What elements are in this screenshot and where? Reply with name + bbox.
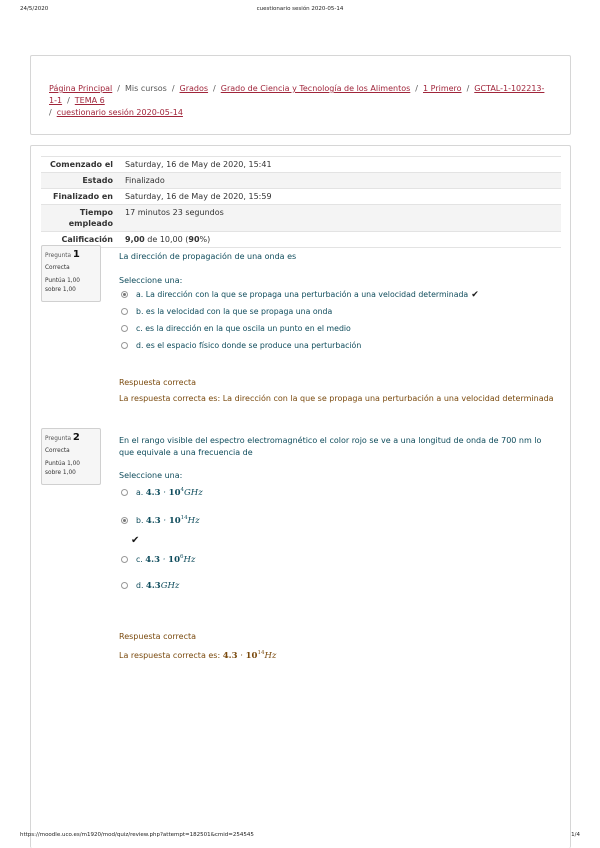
- summary-row-started: Comenzado el Saturday, 16 de May de 2020, 15:41: [41, 157, 561, 173]
- question-2-prompt: Seleccione una:: [119, 471, 183, 480]
- check-icon: ✔: [471, 290, 479, 300]
- print-header: [20, 6, 580, 16]
- question-1-text: La dirección de propagación de una onda es: [119, 252, 297, 261]
- radio-checked-icon[interactable]: [121, 291, 128, 298]
- breadcrumb-quiz[interactable]: cuestionario sesión 2020-05-14: [56, 108, 183, 117]
- q2-option-c[interactable]: c. $4.3 \cdot 10^6Hz$: [121, 551, 195, 563]
- radio-icon[interactable]: [121, 489, 128, 496]
- radio-icon[interactable]: [121, 582, 128, 589]
- breadcrumb-my-courses: Mis cursos: [124, 84, 167, 93]
- q2-option-d[interactable]: d. 4.3GHz: [121, 580, 179, 592]
- breadcrumb-topic[interactable]: TEMA 6: [74, 96, 105, 105]
- breadcrumb: Página Principal / Mis cursos / Grados / Grado de Ciencia y Tecnología de los Alimentos / 1 Primero / GCTAL-1-102213-1-1 / TEMA 6 / cuestionario sesión 2020-05-14: [49, 84, 545, 117]
- attempt-summary-table: [41, 156, 561, 248]
- print-footer: [20, 832, 580, 842]
- summary-row-finished: Finalizado en Saturday, 16 de May de 2020, 15:59: [41, 189, 561, 205]
- radio-icon[interactable]: [121, 556, 128, 563]
- summary-row-state: Estado Finalizado: [41, 173, 561, 189]
- radio-icon[interactable]: [121, 325, 128, 332]
- summary-row-grade: Calificación 9,00 de 10,00 (90%): [41, 232, 561, 248]
- radio-checked-icon[interactable]: [121, 517, 128, 524]
- radio-icon[interactable]: [121, 308, 128, 315]
- breadcrumb-grados[interactable]: Grados: [179, 84, 209, 93]
- radio-icon[interactable]: [121, 342, 128, 349]
- q1-feedback-title: Respuesta correcta: [119, 378, 197, 387]
- question-2-info: Pregunta 2 Correcta Puntúa 1,00 sobre 1,00: [41, 428, 101, 485]
- breadcrumb-year[interactable]: 1 Primero: [423, 84, 462, 93]
- q1-option-b[interactable]: b. es la velocidad con la que se propaga una onda: [121, 306, 332, 318]
- quiz-review-card: [30, 145, 571, 848]
- breadcrumb-course[interactable]: GCTAL-1-102213-1-1: [49, 84, 545, 105]
- question-2-number: 2: [72, 432, 80, 443]
- question-2-grade: Puntúa 1,00 sobre 1,00: [45, 461, 80, 476]
- question-2-state: Correcta: [45, 448, 70, 454]
- q1-option-d[interactable]: d. es el espacio físico donde se produce una perturbación: [121, 340, 361, 352]
- question-2-text: En el rango visible del espectro electromagnético el color rojo se ve a una longitud de onda de 700 nm lo que equivale a una frecuencia de: [119, 436, 542, 457]
- print-url: https://moodle.uco.es/m1920/mod/quiz/review.php?attempt=182501&cmid=254545: [20, 832, 254, 838]
- question-1-grade: Puntúa 1,00 sobre 1,00: [45, 278, 80, 293]
- q2-option-a[interactable]: a. $4.3 \cdot 10^4GHz$: [121, 484, 203, 496]
- breadcrumb-degree[interactable]: Grado de Ciencia y Tecnología de los Alimentos: [220, 84, 411, 93]
- breadcrumb-home[interactable]: Página Principal: [49, 84, 113, 93]
- q1-option-a[interactable]: a. La dirección con la que se propaga una perturbación a una velocidad determinada ✔: [121, 289, 479, 301]
- q2-option-b[interactable]: b. $4.3 \cdot 10^{14}Hz$: [121, 512, 200, 524]
- q1-option-c[interactable]: c. es la dirección en la que oscila un punto en el medio: [121, 323, 351, 335]
- check-icon: ✔: [131, 535, 140, 546]
- q2-feedback-answer: La respuesta correcta es: $4.3 \cdot 10^{14}Hz$: [119, 650, 277, 661]
- print-title: cuestionario sesión 2020-05-14: [256, 6, 344, 12]
- print-page-number: 1/4: [571, 832, 580, 838]
- question-1-state: Correcta: [45, 265, 70, 271]
- q2-feedback-title: Respuesta correcta: [119, 632, 197, 641]
- q1-feedback-answer: La respuesta correcta es: La dirección con la que se propaga una perturbación a una velocidad determinada: [119, 394, 554, 403]
- question-1-number: 1: [72, 249, 80, 260]
- print-date: 24/5/2020: [20, 6, 49, 12]
- breadcrumb-card: [30, 55, 571, 135]
- question-1-info: Pregunta 1 Correcta Puntúa 1,00 sobre 1,00: [41, 245, 101, 302]
- summary-row-time-taken: Tiempo empleado 17 minutos 23 segundos: [41, 205, 561, 232]
- question-1-prompt: Seleccione una:: [119, 276, 183, 285]
